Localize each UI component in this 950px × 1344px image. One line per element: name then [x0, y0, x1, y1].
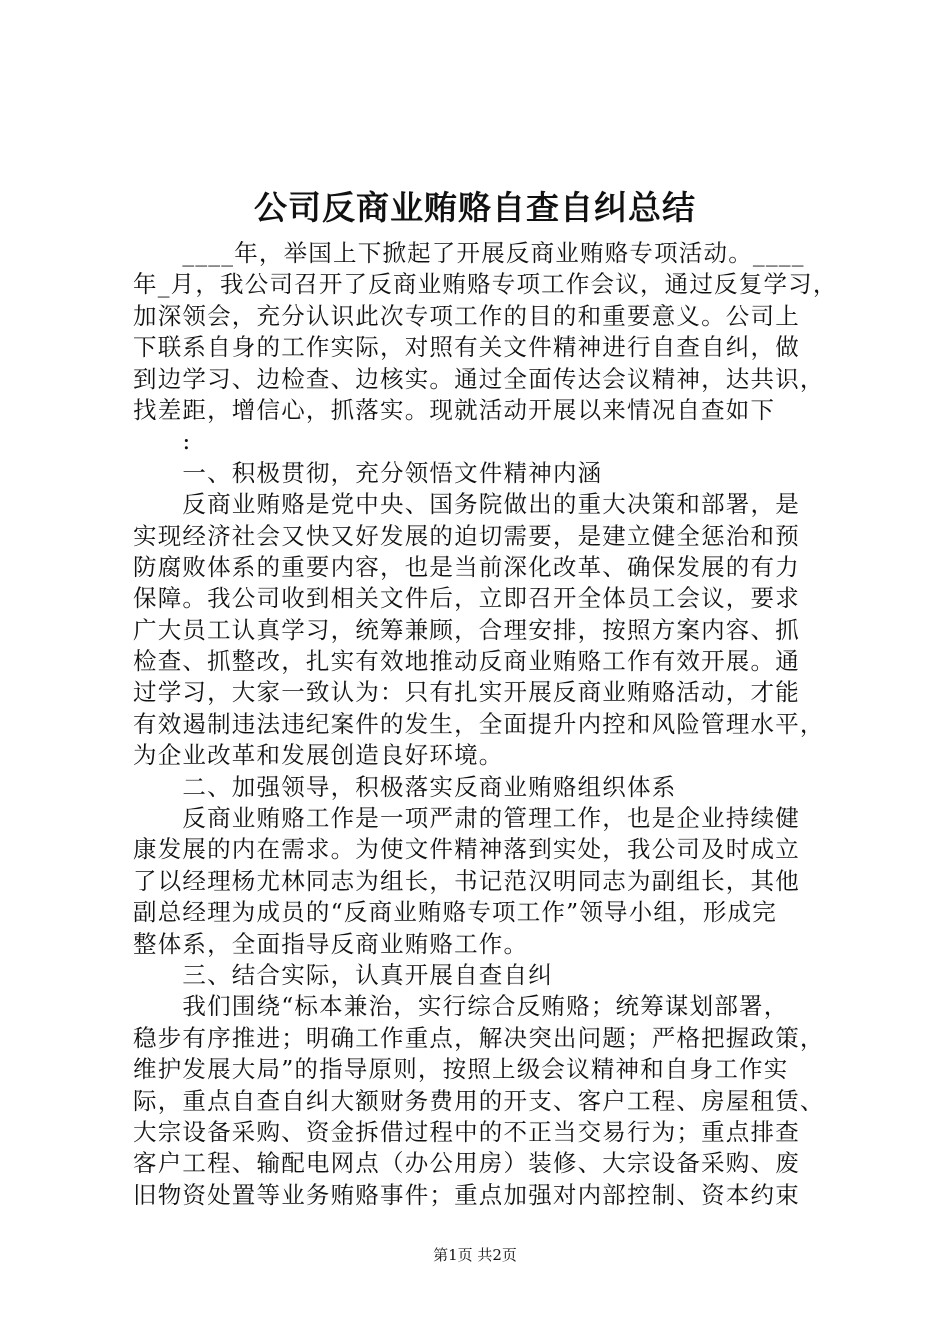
text-line: 我们围绕“标本兼治，实行综合反贿赂；统筹谋划部署， [133, 992, 789, 1021]
text-line: 到边学习、边检查、边核实。通过全面传达会议精神，达共识， [133, 364, 825, 393]
text-line: 稳步有序推进；明确工作重点，解决突出问题；严格把握政策， [133, 1023, 825, 1052]
text-line: 反商业贿赂工作是一项严肃的管理工作，也是企业持续健 [133, 804, 800, 833]
text-line: 副总经理为成员的“反商业贿赂专项工作”领导小组，形成完 [133, 898, 777, 927]
text-line: 有效遏制违法违纪案件的发生，全面提升内控和风险管理水平， [133, 709, 825, 738]
text-line: 三、结合实际，认真开展自查自纠 [133, 960, 553, 989]
text-line: 广大员工认真学习，统筹兼顾，合理安排，按照方案内容、抓 [133, 615, 800, 644]
text-line: ____年，举国上下掀起了开展反商业贿赂专项活动。____ [133, 239, 805, 267]
text-line: 一、积极贯彻，充分领悟文件精神内涵 [133, 458, 603, 487]
text-line: 维护发展大局”的指导原则，按照上级会议精神和自身工作实 [133, 1055, 789, 1084]
text-line: 下联系自身的工作实际，对照有关文件精神进行自查自纠，做 [133, 333, 800, 362]
text-line: 大宗设备采购、资金拆借过程中的不正当交易行为；重点排查 [133, 1117, 800, 1146]
text-line: 整体系，全面指导反商业贿赂工作。 [133, 929, 529, 958]
text-line: 反商业贿赂是党中央、国务院做出的重大决策和部署，是 [133, 490, 800, 519]
text-line: 二、加强领导，积极落实反商业贿赂组织体系 [133, 772, 677, 801]
text-line: 找差距，增信心，抓落实。现就活动开展以来情况自查如下 [133, 395, 776, 424]
text-line: 过学习，大家一致认为：只有扎实开展反商业贿赂活动，才能 [133, 678, 800, 707]
text-line: 康发展的内在需求。为使文件精神落到实处，我公司及时成立 [133, 835, 800, 864]
text-line: 了以经理杨尤林同志为组长，书记范汉明同志为副组长，其他 [133, 866, 800, 895]
text-line: 客户工程、输配电网点（办公用房）装修、大宗设备采购、废 [133, 1149, 800, 1178]
document-title: 公司反商业贿赂自查自纠总结 [254, 188, 696, 227]
text-line: 防腐败体系的重要内容，也是当前深化改革、确保发展的有力 [133, 552, 800, 581]
text-line: 实现经济社会又快又好发展的迫切需要，是建立健全惩治和预 [133, 521, 800, 550]
text-line: 年_月，我公司召开了反商业贿赂专项工作会议，通过反复学习， [133, 270, 838, 299]
text-line: 为企业改革和发展创造良好环境。 [133, 741, 504, 770]
text-line: 检查、抓整改，扎实有效地推动反商业贿赂工作有效开展。通 [133, 647, 800, 676]
text-line: 加深领会，充分认识此次专项工作的目的和重要意义。公司上 [133, 301, 800, 330]
text-line: 际，重点自查自纠大额财务费用的开支、客户工程、房屋租赁、 [133, 1086, 825, 1115]
page-footer: 第1页 共2页 [433, 1246, 517, 1264]
text-line: : [133, 427, 192, 456]
text-line: 旧物资处置等业务贿赂事件；重点加强对内部控制、资本约束 [133, 1180, 800, 1209]
document-body [133, 238, 853, 1211]
text-line: 保障。我公司收到相关文件后，立即召开全体员工会议，要求 [133, 584, 800, 613]
